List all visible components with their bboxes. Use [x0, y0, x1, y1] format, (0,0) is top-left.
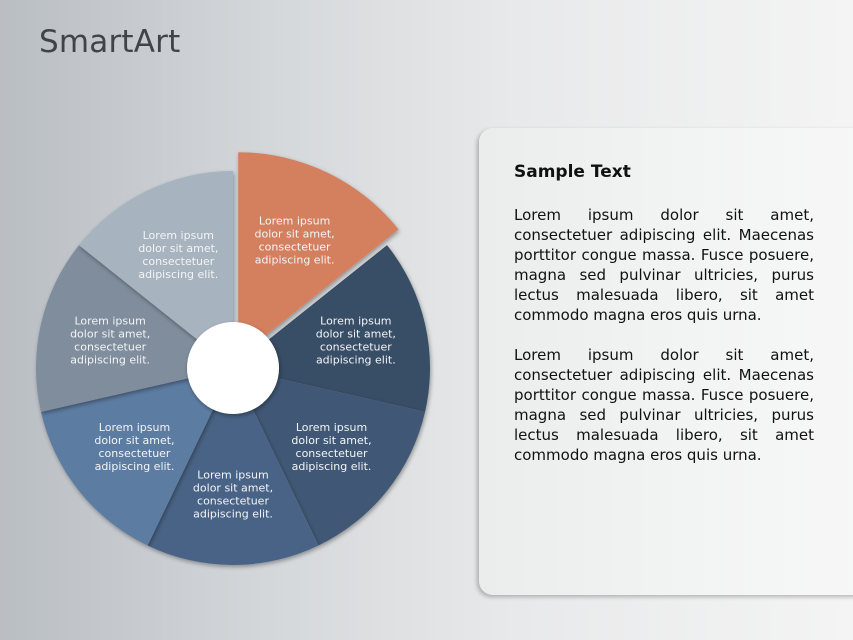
slice-label-5 [94, 421, 174, 473]
slice-label-line: consectetuer [74, 340, 147, 354]
slice-label-line: consectetuer [197, 494, 269, 508]
panel-paragraph-1: Lorem ipsum dolor sit amet, consectetuer adipiscing elit. Maecenas porttitor congue massa. Fusce posuere, magna sed pulvinar ultricies, purus lectus malesuada libero, sit amet commodo magna eros quis urna. [514, 206, 814, 324]
slice-label-line: adipiscing elit. [291, 460, 372, 474]
slice-label-line: Lorem ipsum [258, 214, 331, 228]
slice-label-2 [316, 314, 396, 366]
slice-label-line: dolor sit amet, [315, 327, 396, 341]
slice-label-line: adipiscing elit. [138, 267, 219, 281]
slice-label-line: Lorem ipsum [142, 228, 215, 242]
slice-label-6 [70, 314, 150, 366]
slice-label-4 [193, 469, 273, 521]
slice-label-line: consectetuer [142, 254, 215, 268]
slice-label-line: dolor sit amet, [70, 327, 151, 341]
slice-label-line: consectetuer [319, 340, 392, 354]
slice-label-line: adipiscing elit. [70, 353, 151, 367]
slice-label-line: dolor sit amet, [192, 481, 274, 495]
slice-label-1 [255, 215, 335, 267]
slice-label-line: Lorem ipsum [295, 421, 368, 435]
slice-label-line: Lorem ipsum [197, 468, 269, 482]
slice-label-line: Lorem ipsum [320, 314, 392, 328]
panel-heading: Sample Text [514, 162, 631, 182]
slice-label-line: consectetuer [258, 240, 331, 254]
slice-label-line: adipiscing elit. [94, 460, 175, 474]
center-circle [187, 322, 279, 414]
slice-label-3 [291, 421, 371, 473]
slice-label-line: dolor sit amet, [254, 227, 335, 241]
text-panel [479, 128, 853, 595]
slice-label-line: Lorem ipsum [74, 314, 146, 328]
slice-label-7 [138, 229, 218, 281]
slice-label-line: consectetuer [295, 447, 368, 461]
slice-label-line: dolor sit amet, [291, 434, 372, 448]
slice-label-line: dolor sit amet, [94, 434, 175, 448]
slice-label-line: adipiscing elit. [315, 353, 396, 367]
panel-paragraph-2: Lorem ipsum dolor sit amet, consectetuer adipiscing elit. Maecenas porttitor congue massa. Fusce posuere, magna sed pulvinar ultricies, purus lectus malesuada libero, sit amet commodo magna eros quis urna. [514, 346, 814, 464]
slice-label-line: adipiscing elit. [193, 507, 273, 521]
slice-label-line: dolor sit amet, [138, 241, 219, 255]
slice-label-line: adipiscing elit. [254, 253, 335, 267]
slide-title: SmartArt [39, 24, 181, 60]
slice-label-line: Lorem ipsum [98, 421, 171, 435]
slice-label-line: consectetuer [98, 447, 171, 461]
